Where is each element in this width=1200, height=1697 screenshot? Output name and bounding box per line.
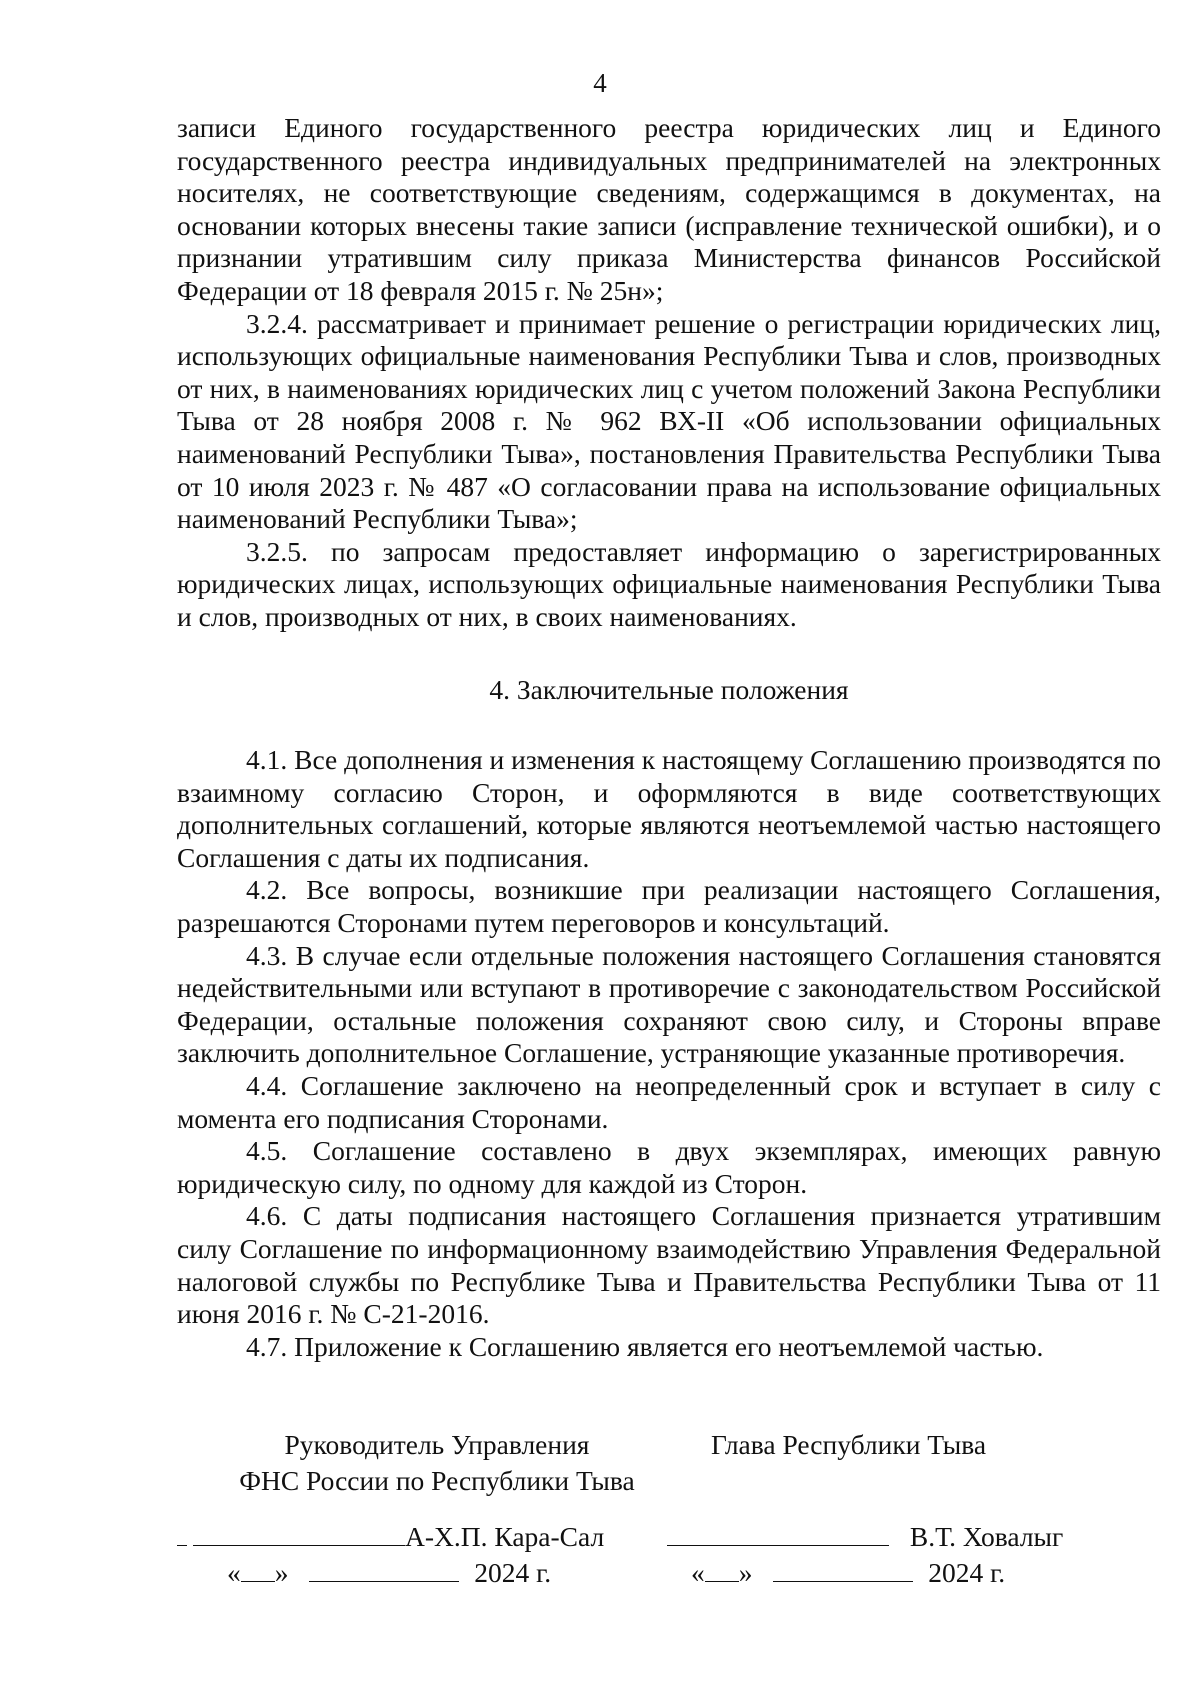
signature-line <box>667 1523 889 1546</box>
quote-close: » <box>274 1557 289 1588</box>
paragraph-4-5: 4.5. Соглашение составлено в двух экземплярах, имеющих равную юридическую силу, по одному для каждой из Сторон. <box>177 1135 1161 1199</box>
paragraph-continuation: записи Единого государственного реестра юридических лиц и Единого государственного реестра индивидуальных предпринимателей на электронных носителях, не соответствующие сведениям, содержащимся в документах, на основании которых внесены такие записи (исправление технической ошибки), и о признании утратившим силу приказа Министерства финансов Российской Федерации от 18 февраля 2015 г. № 25н»; <box>177 112 1161 306</box>
quote-close: » <box>738 1557 753 1588</box>
signer-left-title-line1: Руководитель Управления <box>284 1429 590 1460</box>
paragraph-4-7: 4.7. Приложение к Соглашению является его неотъемлемой частью. <box>246 1330 1044 1362</box>
signature-line-stub <box>177 1523 187 1546</box>
signer-left-name: А-Х.П. Кара-Сал <box>405 1521 605 1552</box>
signer-left-name-row <box>177 1519 604 1555</box>
section-heading: 4. Заключительные положения <box>489 673 849 705</box>
day-line <box>705 1559 739 1582</box>
document-body <box>177 112 1161 1363</box>
signer-left-title-line2: ФНС России по Республики Тыва <box>239 1465 635 1496</box>
paragraph-4-1: 4.1. Все дополнения и изменения к настоящему Соглашению производятся по взаимному согласию Сторон, и оформляются в виде соответствующих дополнительных соглашений, которые являются неотъемлемой частью настоящего Соглашения с даты их подписания. <box>177 744 1161 873</box>
day-line <box>241 1559 275 1582</box>
paragraph-3-2-5: 3.2.5. по запросам предоставляет информацию о зарегистрированных юридических лицах, использующих официальные наименования Республики Тыва и слов, производных от них, в своих наименованиях. <box>177 535 1161 632</box>
paragraph-4-3: 4.3. В случае если отдельные положения настоящего Соглашения становятся недействительными или вступают в противоречие с законодательством Российской Федерации, остальные положения сохраняют свою силу, и Стороны вправе заключить дополнительное Соглашение, устраняющие указанные противоречия. <box>177 939 1161 1069</box>
paragraph-4-2: 4.2. Все вопросы, возникшие при реализации настоящего Соглашения, разрешаются Сторонами путем переговоров и консультаций. <box>177 874 1161 939</box>
quote-open: « <box>227 1557 241 1588</box>
signer-left-date-row <box>227 1555 551 1591</box>
page-number: 4 <box>593 68 607 98</box>
signature-line <box>193 1523 405 1546</box>
paragraph-3-2-4: 3.2.4. рассматривает и принимает решение о регистрации юридических лиц, использующих официальные наименования Республики Тыва и слов, производных от них, в наименованиях юридических лиц с учетом положений Закона Республики Тыва от 28 ноября 2008 г. № 962 ВХ-II «Об использовании официальных наименований Республики Тыва», постановления Правительства Республики Тыва от 10 июля 2023 г. № 487 «О согласовании права на использование официальных наименований Республики Тыва»; <box>177 307 1161 535</box>
signer-right-year: 2024 г. <box>928 1557 1006 1588</box>
paragraph-4-6: 4.6. С даты подписания настоящего Соглашения признается утратившим силу Соглашение по информационному взаимодействию Управления Федеральной налоговой службы по Республике Тыва и Правительства Республики Тыва от 11 июня 2016 г. № С-21-2016. <box>177 1200 1161 1330</box>
signer-right-name-row <box>667 1519 1063 1555</box>
signer-right-date-row <box>691 1555 1005 1591</box>
month-line <box>773 1559 913 1582</box>
signer-left-year: 2024 г. <box>474 1557 552 1588</box>
signature-right <box>691 1427 1161 1588</box>
signer-right-title: Глава Республики Тыва <box>711 1429 987 1460</box>
quote-open: « <box>691 1557 705 1588</box>
paragraph-4-4: 4.4. Соглашение заключено на неопределенный срок и вступает в силу с момента его подписания Сторонами. <box>177 1070 1161 1134</box>
signer-right-name: В.Т. Ховалыг <box>909 1521 1064 1552</box>
month-line <box>309 1559 459 1582</box>
signature-left <box>177 1427 697 1588</box>
